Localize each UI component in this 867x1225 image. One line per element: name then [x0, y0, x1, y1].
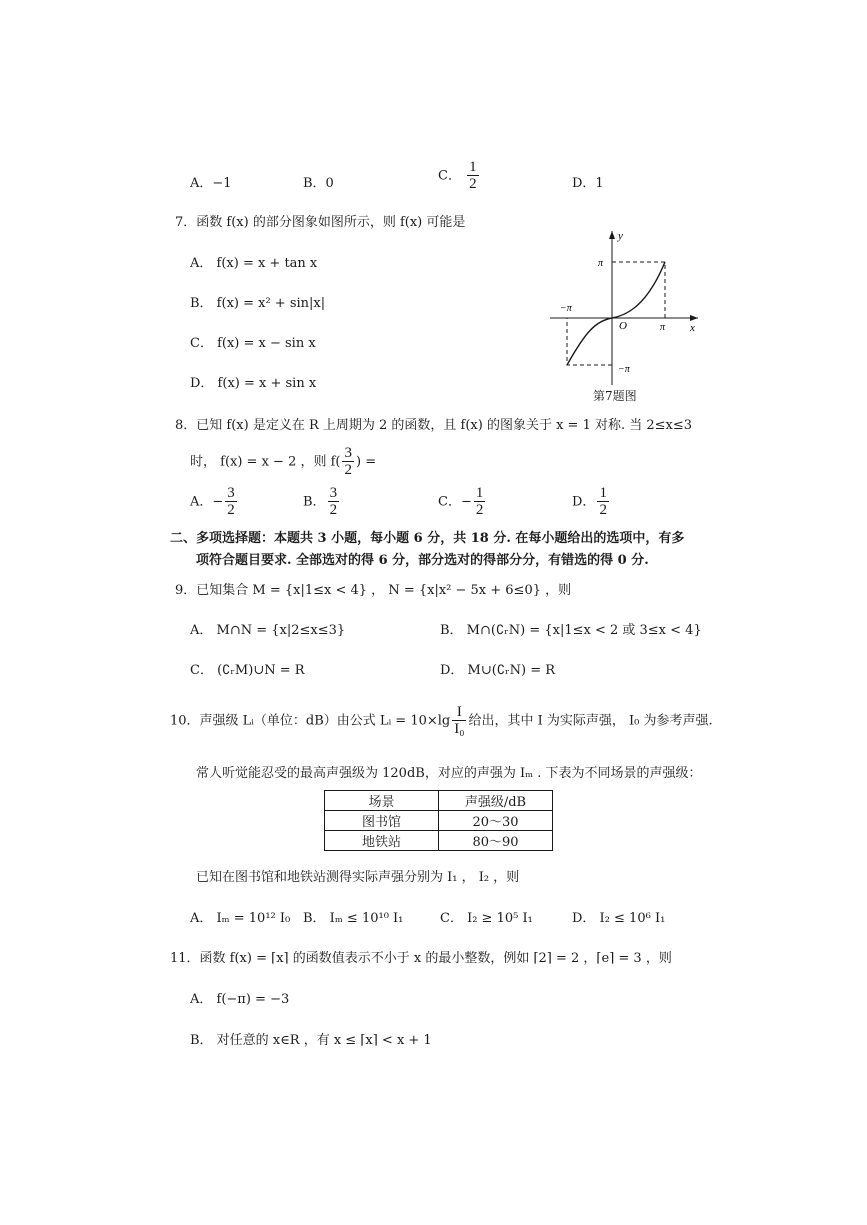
- option-label: A．−: [190, 494, 224, 510]
- q11-stem: 11．函数 f(x) = ⌈x⌉ 的函数值表示不小于 x 的最小整数，例如 ⌈2⌉ = 2 ，⌈e⌉ = 3 ，则: [170, 951, 672, 966]
- lower-guide-dashed: [567, 318, 612, 365]
- fraction-numerator: 1: [469, 159, 477, 175]
- fraction-denominator: 2: [599, 502, 607, 518]
- table-cell: 80～90: [439, 831, 553, 851]
- q6-option-a: A．−1: [190, 176, 232, 191]
- option-label: B．: [303, 494, 326, 510]
- q10-option-a: A． Iₘ = 10¹² I₀: [190, 911, 291, 926]
- q7-option-c: C． f(x) = x − sin x: [190, 336, 316, 351]
- q8-line2-fraction: [342, 446, 354, 478]
- q9-option-a: A． M∩N = {x|2≤x≤3}: [190, 623, 346, 638]
- q9-option-c: C． (∁ᵣM)∪N = R: [190, 663, 305, 678]
- fraction-denominator: I₀: [454, 721, 465, 737]
- q7-option-b: B． f(x) = x² + sin|x|: [190, 296, 326, 311]
- q8-line2-suffix: ) =: [355, 454, 377, 470]
- q8-option-c: [438, 486, 487, 518]
- neg-pi-left-label: −π: [560, 303, 572, 314]
- table-cell: 20～30: [439, 811, 553, 831]
- fraction-denominator: 2: [227, 502, 235, 518]
- fraction-numerator: 3: [344, 445, 352, 461]
- q9-stem: 9．已知集合 M = {x|1≤x < 4} ， N = {x|x² − 5x + 6≤0} ，则: [175, 583, 572, 598]
- table-header-cell: 声强级/dB: [439, 791, 553, 811]
- fraction-numerator: 1: [475, 485, 484, 501]
- q10-stem: [170, 705, 713, 737]
- q7-function-graph: [540, 225, 710, 390]
- function-curve: [567, 262, 665, 365]
- q6-option-c-fraction: [467, 160, 479, 192]
- y-axis-arrow-icon: [609, 231, 615, 239]
- q11-option-b: B． 对任意的 x∈R ，有 x ≤ ⌈x⌉ < x + 1: [190, 1033, 432, 1048]
- q7-option-a: A． f(x) = x + tan x: [190, 256, 318, 271]
- fraction-numerator: 3: [227, 485, 235, 501]
- q8-option-a-fraction: [225, 486, 237, 518]
- table-cell: 地铁站: [325, 831, 439, 851]
- q8-option-c-fraction: [474, 486, 486, 518]
- q10-line3: 已知在图书馆和地铁站测得实际声强分别为 I₁ ， I₂ ，则: [196, 870, 520, 885]
- fraction-numerator: 3: [329, 485, 338, 501]
- q10-fraction: [452, 705, 466, 737]
- table-row: [325, 811, 553, 831]
- q8-option-b: [303, 486, 341, 518]
- q6-option-c-label: C．: [438, 168, 461, 184]
- section2-heading-line2: 项符合题目要求. 全部选对的得 6 分，部分选对的得部分分，有错选的得 0 分.: [196, 553, 649, 568]
- q10-stem-prefix: 10．声强级 Lᵢ（单位：dB）由公式 Lᵢ = 10×lg: [170, 713, 451, 729]
- q8-line2-prefix: 时， f(x) = x − 2 ，则 f(: [190, 454, 341, 470]
- fraction-denominator: 2: [475, 502, 484, 518]
- neg-pi-bottom-label: −π: [618, 364, 630, 375]
- origin-label: O: [619, 320, 627, 332]
- option-label: C．−: [438, 494, 472, 510]
- q10-line2: 常人听觉能忍受的最高声强级为 120dB，对应的声强为 Iₘ . 下表为不同场景的声强级：: [196, 766, 702, 781]
- q6-option-d: D．1: [572, 176, 604, 191]
- q7-figure-caption: 第7题图: [593, 389, 637, 403]
- section2-heading-line1: 二、多项选择题：本题共 3 小题，每小题 6 分，共 18 分. 在每小题给出的选项中，有多: [170, 531, 685, 546]
- table-cell: 图书馆: [325, 811, 439, 831]
- table-header-row: [325, 791, 553, 811]
- q10-option-b: B． Iₘ ≤ 10¹⁰ I₁: [303, 911, 404, 926]
- q7-stem: 7．函数 f(x) 的部分图象如图所示，则 f(x) 可能是: [175, 215, 466, 230]
- q7-option-d: D． f(x) = x + sin x: [190, 376, 317, 391]
- x-axis-arrow-icon: [690, 315, 698, 321]
- q8-option-d: [572, 486, 611, 518]
- option-label: D．: [572, 494, 596, 510]
- fraction-denominator: 2: [329, 502, 338, 518]
- q10-option-d: D． I₂ ≤ 10⁶ I₁: [572, 911, 666, 926]
- pi-right-label: π: [660, 322, 666, 333]
- upper-guide-dashed: [612, 262, 665, 318]
- sound-level-table: [324, 790, 553, 851]
- q6-option-b: B．0: [303, 176, 334, 191]
- q9-option-b: B． M∩(∁ᵣN) = {x|1≤x < 2 或 3≤x < 4}: [440, 623, 702, 638]
- table-header-cell: 场景: [325, 791, 439, 811]
- q10-stem-suffix: 给出，其中 I 为实际声强， I₀ 为参考声强.: [468, 713, 713, 729]
- q8-option-b-fraction: [328, 486, 340, 518]
- q10-option-c: C． I₂ ≥ 10⁵ I₁: [440, 911, 533, 926]
- q9-option-d: D． M∪(∁ᵣN) = R: [440, 663, 556, 678]
- fraction-numerator: 1: [599, 485, 607, 501]
- q8-option-a: [190, 486, 239, 518]
- q8-line2: [190, 446, 376, 478]
- q8-stem: 8．已知 f(x) 是定义在 R 上周期为 2 的函数，且 f(x) 的图象关于 x = 1 对称. 当 2≤x≤3: [175, 418, 693, 433]
- pi-top-label: π: [598, 258, 604, 269]
- fraction-denominator: 2: [469, 176, 477, 192]
- fraction-numerator: I: [456, 704, 462, 720]
- y-label: y: [618, 230, 623, 242]
- q11-option-a: A． f(−π) = −3: [190, 992, 290, 1007]
- table-row: [325, 831, 553, 851]
- q6-option-c: [438, 160, 481, 192]
- fraction-denominator: 2: [344, 462, 352, 478]
- q8-option-d-fraction: [597, 486, 609, 518]
- x-label: x: [690, 322, 695, 334]
